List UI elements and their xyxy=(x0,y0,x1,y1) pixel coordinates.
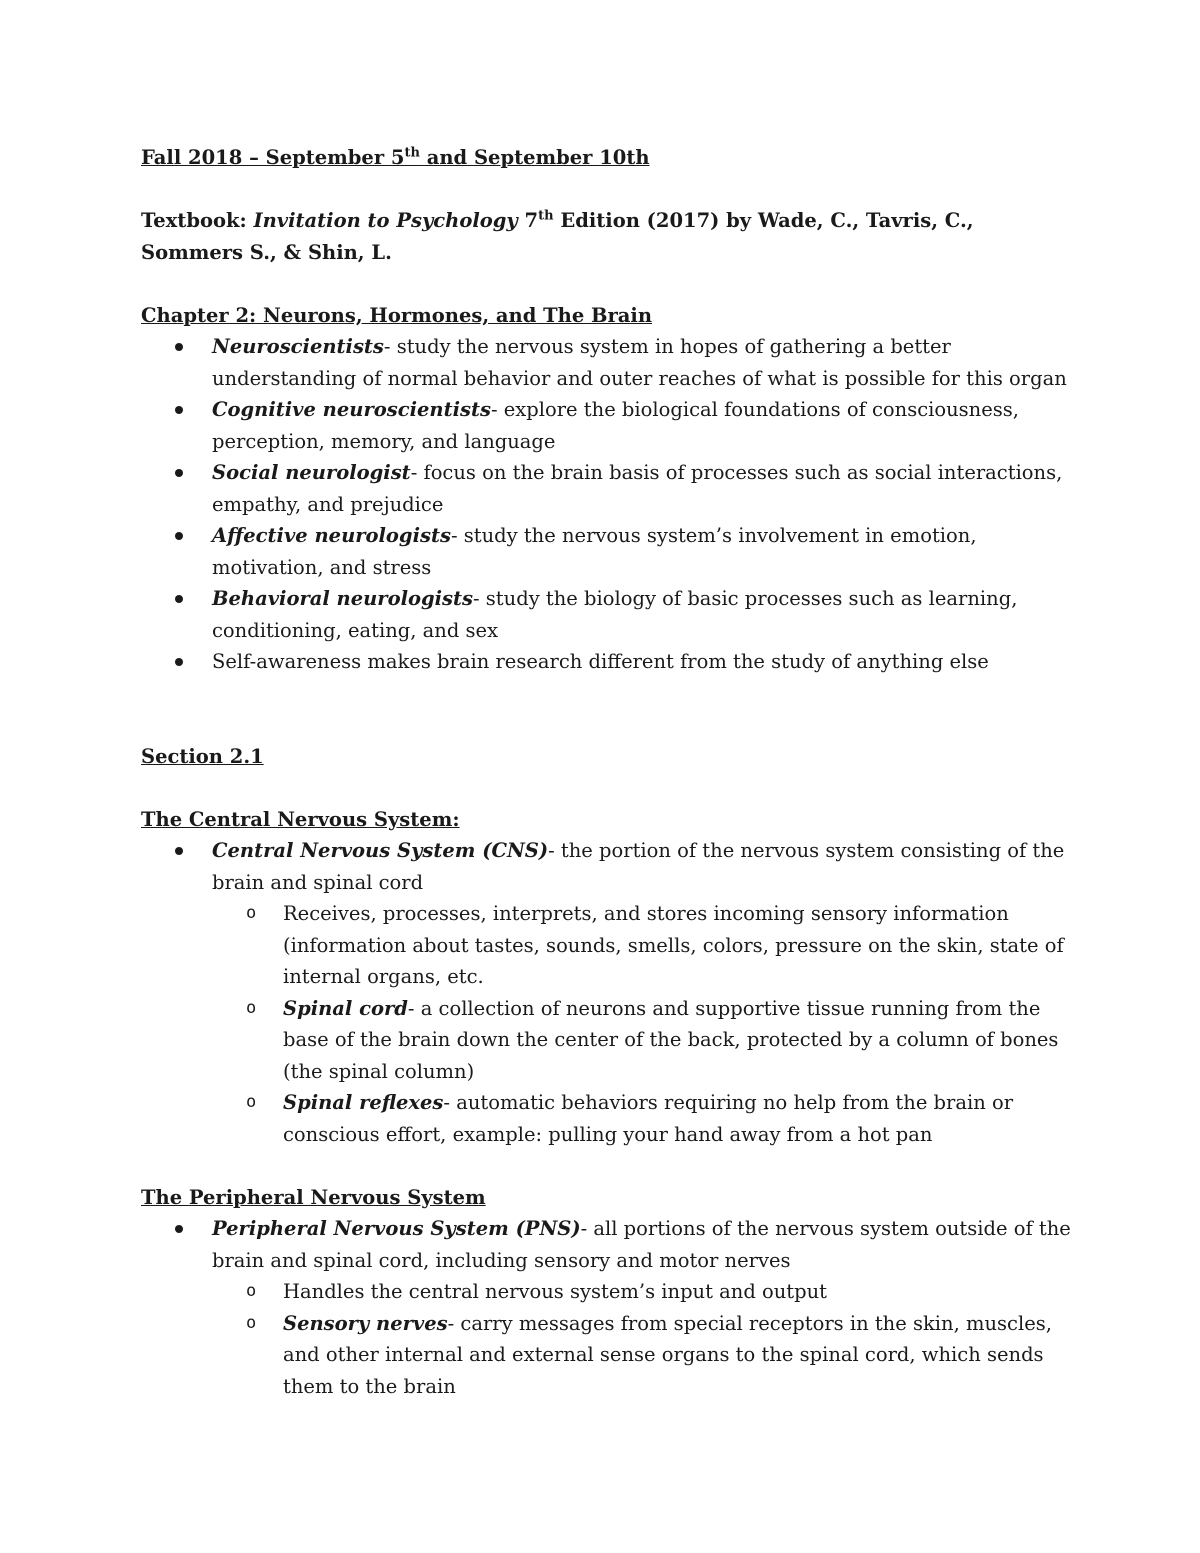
textbook-line: Textbook: Invitation to Psychology 7th Edition (2017) by Wade, C., Tavris, C., Sommers S., & Shin, L. xyxy=(141,208,974,264)
date-heading: Fall 2018 – September 5th and September 10th xyxy=(141,145,650,169)
chapter-list xyxy=(141,331,1080,678)
sub-list-item: o Spinal reflexes- automatic behaviors requiring no help from the brain or conscious effort, example: pulling your hand away from a hot pan xyxy=(212,1087,1080,1150)
list-item: Behavioral neurologists- study the biology of basic processes such as learning, conditioning, eating, and sex xyxy=(141,583,1080,646)
list-item: Social neurologist- focus on the brain basis of processes such as social interactions, empathy, and prejudice xyxy=(141,457,1080,520)
sub-list-item: o Sensory nerves- carry messages from special receptors in the skin, muscles, and other internal and external sense organs to the spinal cord, which sends them to the brain xyxy=(212,1308,1080,1403)
cns-list xyxy=(141,835,1080,1150)
pns-heading: The Peripheral Nervous System xyxy=(141,1185,486,1209)
sub-list-item: o Receives, processes, interprets, and stores incoming sensory information (information about tastes, sounds, smells, colors, pressure on the skin, state of internal organs, etc. xyxy=(212,898,1080,993)
list-item: Peripheral Nervous System (PNS)- all portions of the nervous system outside of the brain and spinal cord, including sensory and motor nerves o Handles the central nervous system’s input and output o Sensory nerves- carry messages from special receptors in the skin, muscles, and other internal and external sense organs to the spinal cord, which sends them to the brain xyxy=(141,1213,1080,1402)
list-item: Central Nervous System (CNS)- the portion of the nervous system consisting of the brain and spinal cord o Receives, processes, interprets, and stores incoming sensory information (information about tastes, sounds, smells, colors, pressure on the skin, state of internal organs, etc. o Spinal cord- a collection of neurons and supportive tissue running from the base of the brain down the center of the back, protected by a column of bones (the spinal column) o Spinal reflexes- automatic behaviors requiring no help from the brain or conscious effort, example: pulling your hand away from a hot pan xyxy=(141,835,1080,1150)
list-item: Cognitive neuroscientists- explore the biological foundations of consciousness, perception, memory, and language xyxy=(141,394,1080,457)
chapter-heading: Chapter 2: Neurons, Hormones, and The Brain xyxy=(141,303,652,327)
cns-heading: The Central Nervous System: xyxy=(141,807,460,831)
sub-list-item: o Handles the central nervous system’s input and output xyxy=(212,1276,1080,1308)
pns-list xyxy=(141,1213,1080,1402)
textbook-title: Invitation to Psychology xyxy=(253,209,518,232)
sub-list-item: o Spinal cord- a collection of neurons and supportive tissue running from the base of the brain down the center of the back, protected by a column of bones (the spinal column) xyxy=(212,993,1080,1088)
section-heading: Section 2.1 xyxy=(141,744,264,768)
cns-sublist xyxy=(212,898,1080,1150)
list-item: Neuroscientists- study the nervous system in hopes of gathering a better understanding of normal behavior and outer reaches of what is possible for this organ xyxy=(141,331,1080,394)
list-item: Affective neurologists- study the nervous system’s involvement in emotion, motivation, and stress xyxy=(141,520,1080,583)
pns-sublist xyxy=(212,1276,1080,1402)
list-item: Self-awareness makes brain research different from the study of anything else xyxy=(141,646,1080,678)
